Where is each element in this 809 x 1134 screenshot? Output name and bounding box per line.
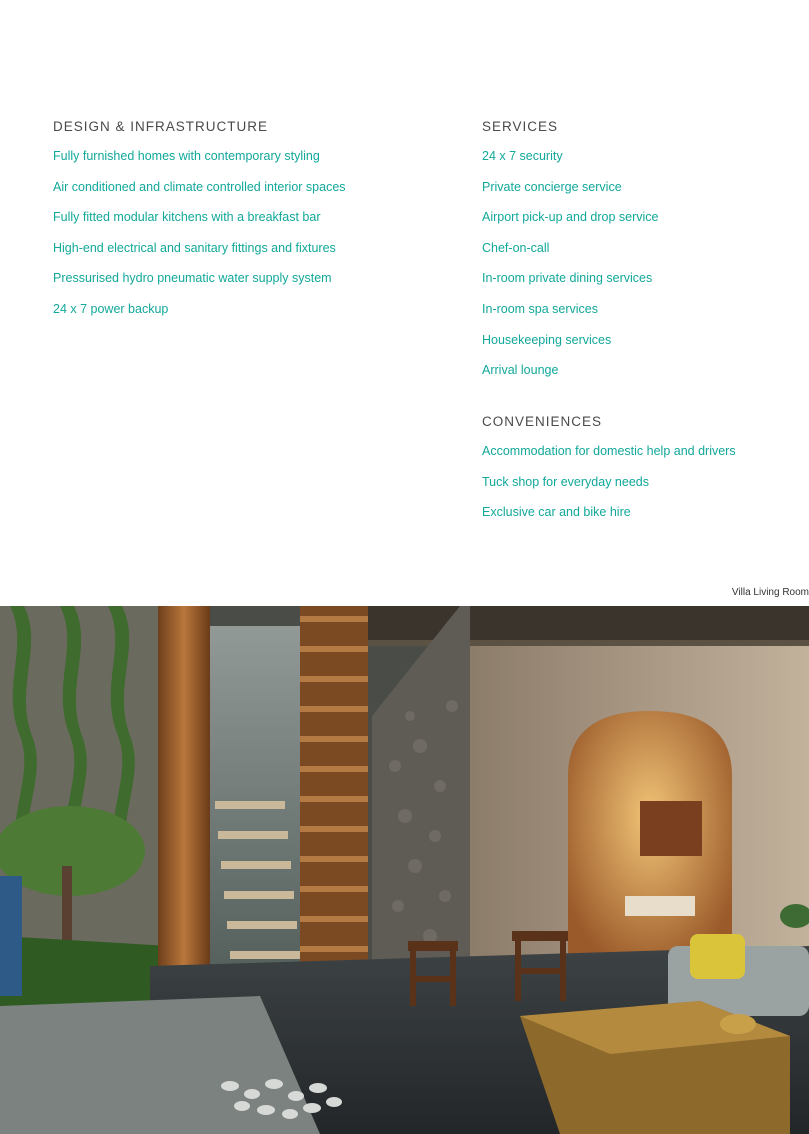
design-infrastructure-heading: DESIGN & INFRASTRUCTURE	[53, 119, 269, 134]
list-item: Accommodation for domestic help and drivers	[482, 444, 736, 459]
design-infrastructure-section	[53, 118, 433, 331]
list-item: High-end electrical and sanitary fittings and fixtures	[53, 240, 336, 255]
list-item: Pressurised hydro pneumatic water supply system	[53, 271, 332, 286]
list-item: 24 x 7 security	[482, 149, 563, 163]
list-item: Fully fitted modular kitchens with a breakfast bar	[53, 210, 321, 225]
list-item: Air conditioned and climate controlled interior spaces	[53, 179, 346, 194]
list-item: Private concierge service	[482, 179, 622, 194]
services-column	[482, 118, 802, 534]
services-heading: SERVICES	[482, 119, 559, 134]
photo-caption: Villa Living Room	[731, 587, 809, 598]
list-item: Exclusive car and bike hire	[482, 505, 631, 520]
villa-living-room-image	[0, 606, 809, 1134]
list-item: In-room spa services	[482, 301, 599, 316]
list-item: Chef-on-call	[482, 240, 550, 255]
conveniences-list	[482, 442, 802, 521]
list-item: Fully furnished homes with contemporary styling	[53, 149, 320, 163]
services-section	[482, 118, 802, 379]
list-item: Housekeeping services	[482, 332, 612, 347]
list-item: Tuck shop for everyday needs	[482, 474, 649, 489]
services-list	[482, 147, 802, 379]
list-item: Arrival lounge	[482, 363, 559, 378]
conveniences-heading: CONVENIENCES	[482, 414, 603, 430]
design-infrastructure-list	[53, 147, 433, 318]
list-item: 24 x 7 power backup	[53, 301, 169, 316]
conveniences-section	[482, 413, 802, 521]
list-item: Airport pick-up and drop service	[482, 210, 659, 225]
list-item: In-room private dining services	[482, 271, 653, 286]
